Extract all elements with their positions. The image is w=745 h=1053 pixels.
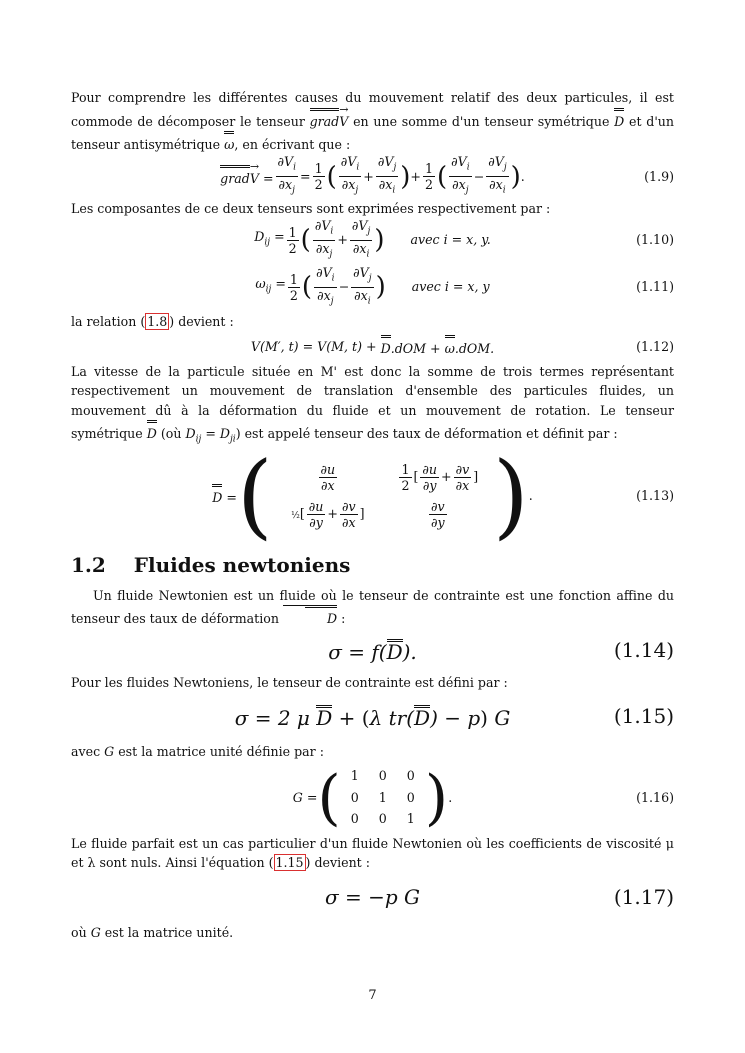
intro-text-2: en une somme d'un tenseur symétrique <box>353 113 610 129</box>
relation-text-end: ) devient : <box>169 314 234 329</box>
equation-condition: avec i = x, y <box>411 279 490 295</box>
matrix-cell: 0 <box>350 811 359 827</box>
vitesse-text: La vitesse de la particule située en M' est donc la somme de trois termes représentant respectivement un mouvement de translation d'ensemble des particules fluides, un mouvement dû à la déformation du fluide et un mouvement de rotation. Le tenseur symétrique <box>71 363 674 441</box>
equation-number: (1.9) <box>644 168 674 184</box>
matrix-cell: 1 <box>378 789 387 805</box>
relation-text: la relation ( <box>71 314 146 329</box>
equation-text: V(M′, t) = V(M, t) + <box>250 338 377 354</box>
equation-1-17: σ = −p G (1.17) <box>324 884 674 909</box>
matrix-cell: 1 <box>350 768 359 784</box>
equation-1-12: V(M′, t) = V(M, t) + D.dOM + ω.dOM. (1.12) <box>71 332 674 362</box>
equation-number: (1.14) <box>613 637 674 662</box>
parfait-text-end: ) devient : <box>305 855 370 871</box>
equation-1-11: $\omega_{ij}$ = $\frac{1}{2}$ ( $\frac{\partial V_i}{\partial x_j}$ − $\frac{\partial V_j}{\partial x_i}$ ) avec i = x, y (1.11) <box>255 264 674 307</box>
section-heading <box>71 553 674 578</box>
parfait-paragraph <box>71 834 674 873</box>
intro-paragraph: Pour comprendre les différentes causes du mouvement relatif des deux particules, il est commode de décomposer le tenseur gradV → en une somme d'un tenseur symétrique D et d'un tenseur antisymétrique ω, en écrivant que : <box>71 88 674 155</box>
intro-text-4: , en écrivant que : <box>234 137 351 152</box>
matrix-cell: 1 <box>406 811 415 827</box>
equation-condition: avec i = x, y. <box>410 232 491 248</box>
equation-1-13: D = ( $\frac{\partial u}{\partial x}$ $\frac{1}{2}$ [ $\frac{\partial u}{\partial y}$ + $\frac{\partial v}{\partial x}$ ] ½[ $\frac{\partial u}{\partial y}$ + $\frac{\partial v}{\partial x}$ ] $\frac{\partial v}{\partial y}$ ) . (1.13) <box>212 442 674 550</box>
equation-number: (1.12) <box>636 338 674 354</box>
matrix-cell: 0 <box>378 768 387 784</box>
matrix-cell: 0 <box>406 789 415 805</box>
ou-g-text-end: est la matrice unité. <box>104 924 234 940</box>
equation-reference-link[interactable]: 1.8 <box>147 314 168 329</box>
equation-1-15: σ = 2 μ D + (λ tr(D) − p) G (1.15) <box>234 704 674 731</box>
equation-1-9: gradV → = $\frac{\partial V_i}{\partial x_j}$ = $\frac{1}{2}$ ( $\frac{\partial V_i}{\partial x_j}$ + $\frac{\partial V_j}{\partial x_i}$ ) + $\frac{1}{2}$ ( $\frac{\partial V_i}{\partial x_j}$ − $\frac{\partial V_j}{\partial x_i}$ ) . (1.9) <box>71 155 674 199</box>
ou-g-text: où <box>71 924 87 940</box>
section-number: 1.2 <box>71 553 106 578</box>
equation-1-14: σ = f(D). (1.14) <box>328 637 674 664</box>
avec-g-text-end: est la matrice unité définie par : <box>118 744 324 760</box>
equation-number: (1.11) <box>636 279 674 295</box>
page-number: 7 <box>368 988 377 1003</box>
vitesse-paragraph: La vitesse de la particule située en M' est donc la somme de trois termes représentant respectivement un mouvement de translation d'ensemble des particules fluides, un mouvement dû à la déformation du fluide et un mouvement de rotation. Le tenseur symétrique D (où $D_{ij} = D_{ji}$) est appelé tenseur des taux de déformation et définit par : <box>71 363 674 445</box>
equation-number: (1.10) <box>636 232 674 248</box>
equation-number: (1.15) <box>613 704 674 729</box>
newtonien-text: Un fluide Newtonien est un fluide où le tenseur de contrainte est une fonction affine du tenseur des taux de déformation <box>71 587 674 627</box>
vitesse-text-3: ) est appelé tenseur des taux de déformation et définit par : <box>235 426 618 441</box>
matrix-cell: 0 <box>378 811 387 827</box>
composantes-paragraph: Les composantes de ce deux tenseurs sont exprimées respectivement par : <box>71 200 551 216</box>
intro-text: Pour comprendre les différentes causes du mouvement relatif des deux particules, il est commode de décomposer le tenseur <box>71 90 674 129</box>
avec-g-text: avec <box>71 744 101 760</box>
section-title: Fluides newtoniens <box>133 553 351 578</box>
page-body <box>71 88 674 942</box>
newtonien-text-end: : <box>341 611 346 627</box>
ou-g-paragraph: où G est la matrice unité. <box>71 924 234 940</box>
equation-1-16: G = ( 1 0 0 0 1 0 0 0 1 ) . (1.16) <box>292 762 674 833</box>
equation-number: (1.13) <box>636 488 674 504</box>
equation-reference-link[interactable]: 1.15 <box>275 855 304 871</box>
avec-g-paragraph: avec G est la matrice unité définie par : <box>71 744 324 760</box>
pour-fluides-paragraph: Pour les fluides Newtoniens, le tenseur de contrainte est défini par : <box>71 674 508 690</box>
newtonien-paragraph: Un fluide Newtonien est un fluide où le tenseur de contrainte est une fonction affine du tenseur des taux de déformation D : <box>71 586 674 629</box>
matrix-cell: 0 <box>406 768 415 784</box>
relation-paragraph <box>71 312 674 332</box>
equation-1-10: $D_{ij}$ = $\frac{1}{2}$ ( $\frac{\partial V_i}{\partial x_j}$ + $\frac{\partial V_j}{\partial x_i}$ ) avec i = x, y. (1.10) <box>254 217 674 260</box>
vitesse-text-2: (où <box>160 426 182 441</box>
matrix-cell: 0 <box>350 789 359 805</box>
equation-number: (1.17) <box>613 884 674 909</box>
intro-text-3: et d'un tenseur antisymétrique <box>71 113 674 152</box>
parfait-text: Le fluide parfait est un cas particulier d'un fluide Newtonien où les coefficients de viscosité μ et λ sont nuls. Ainsi l'équation ( <box>71 835 674 871</box>
equation-number: (1.16) <box>636 789 674 805</box>
